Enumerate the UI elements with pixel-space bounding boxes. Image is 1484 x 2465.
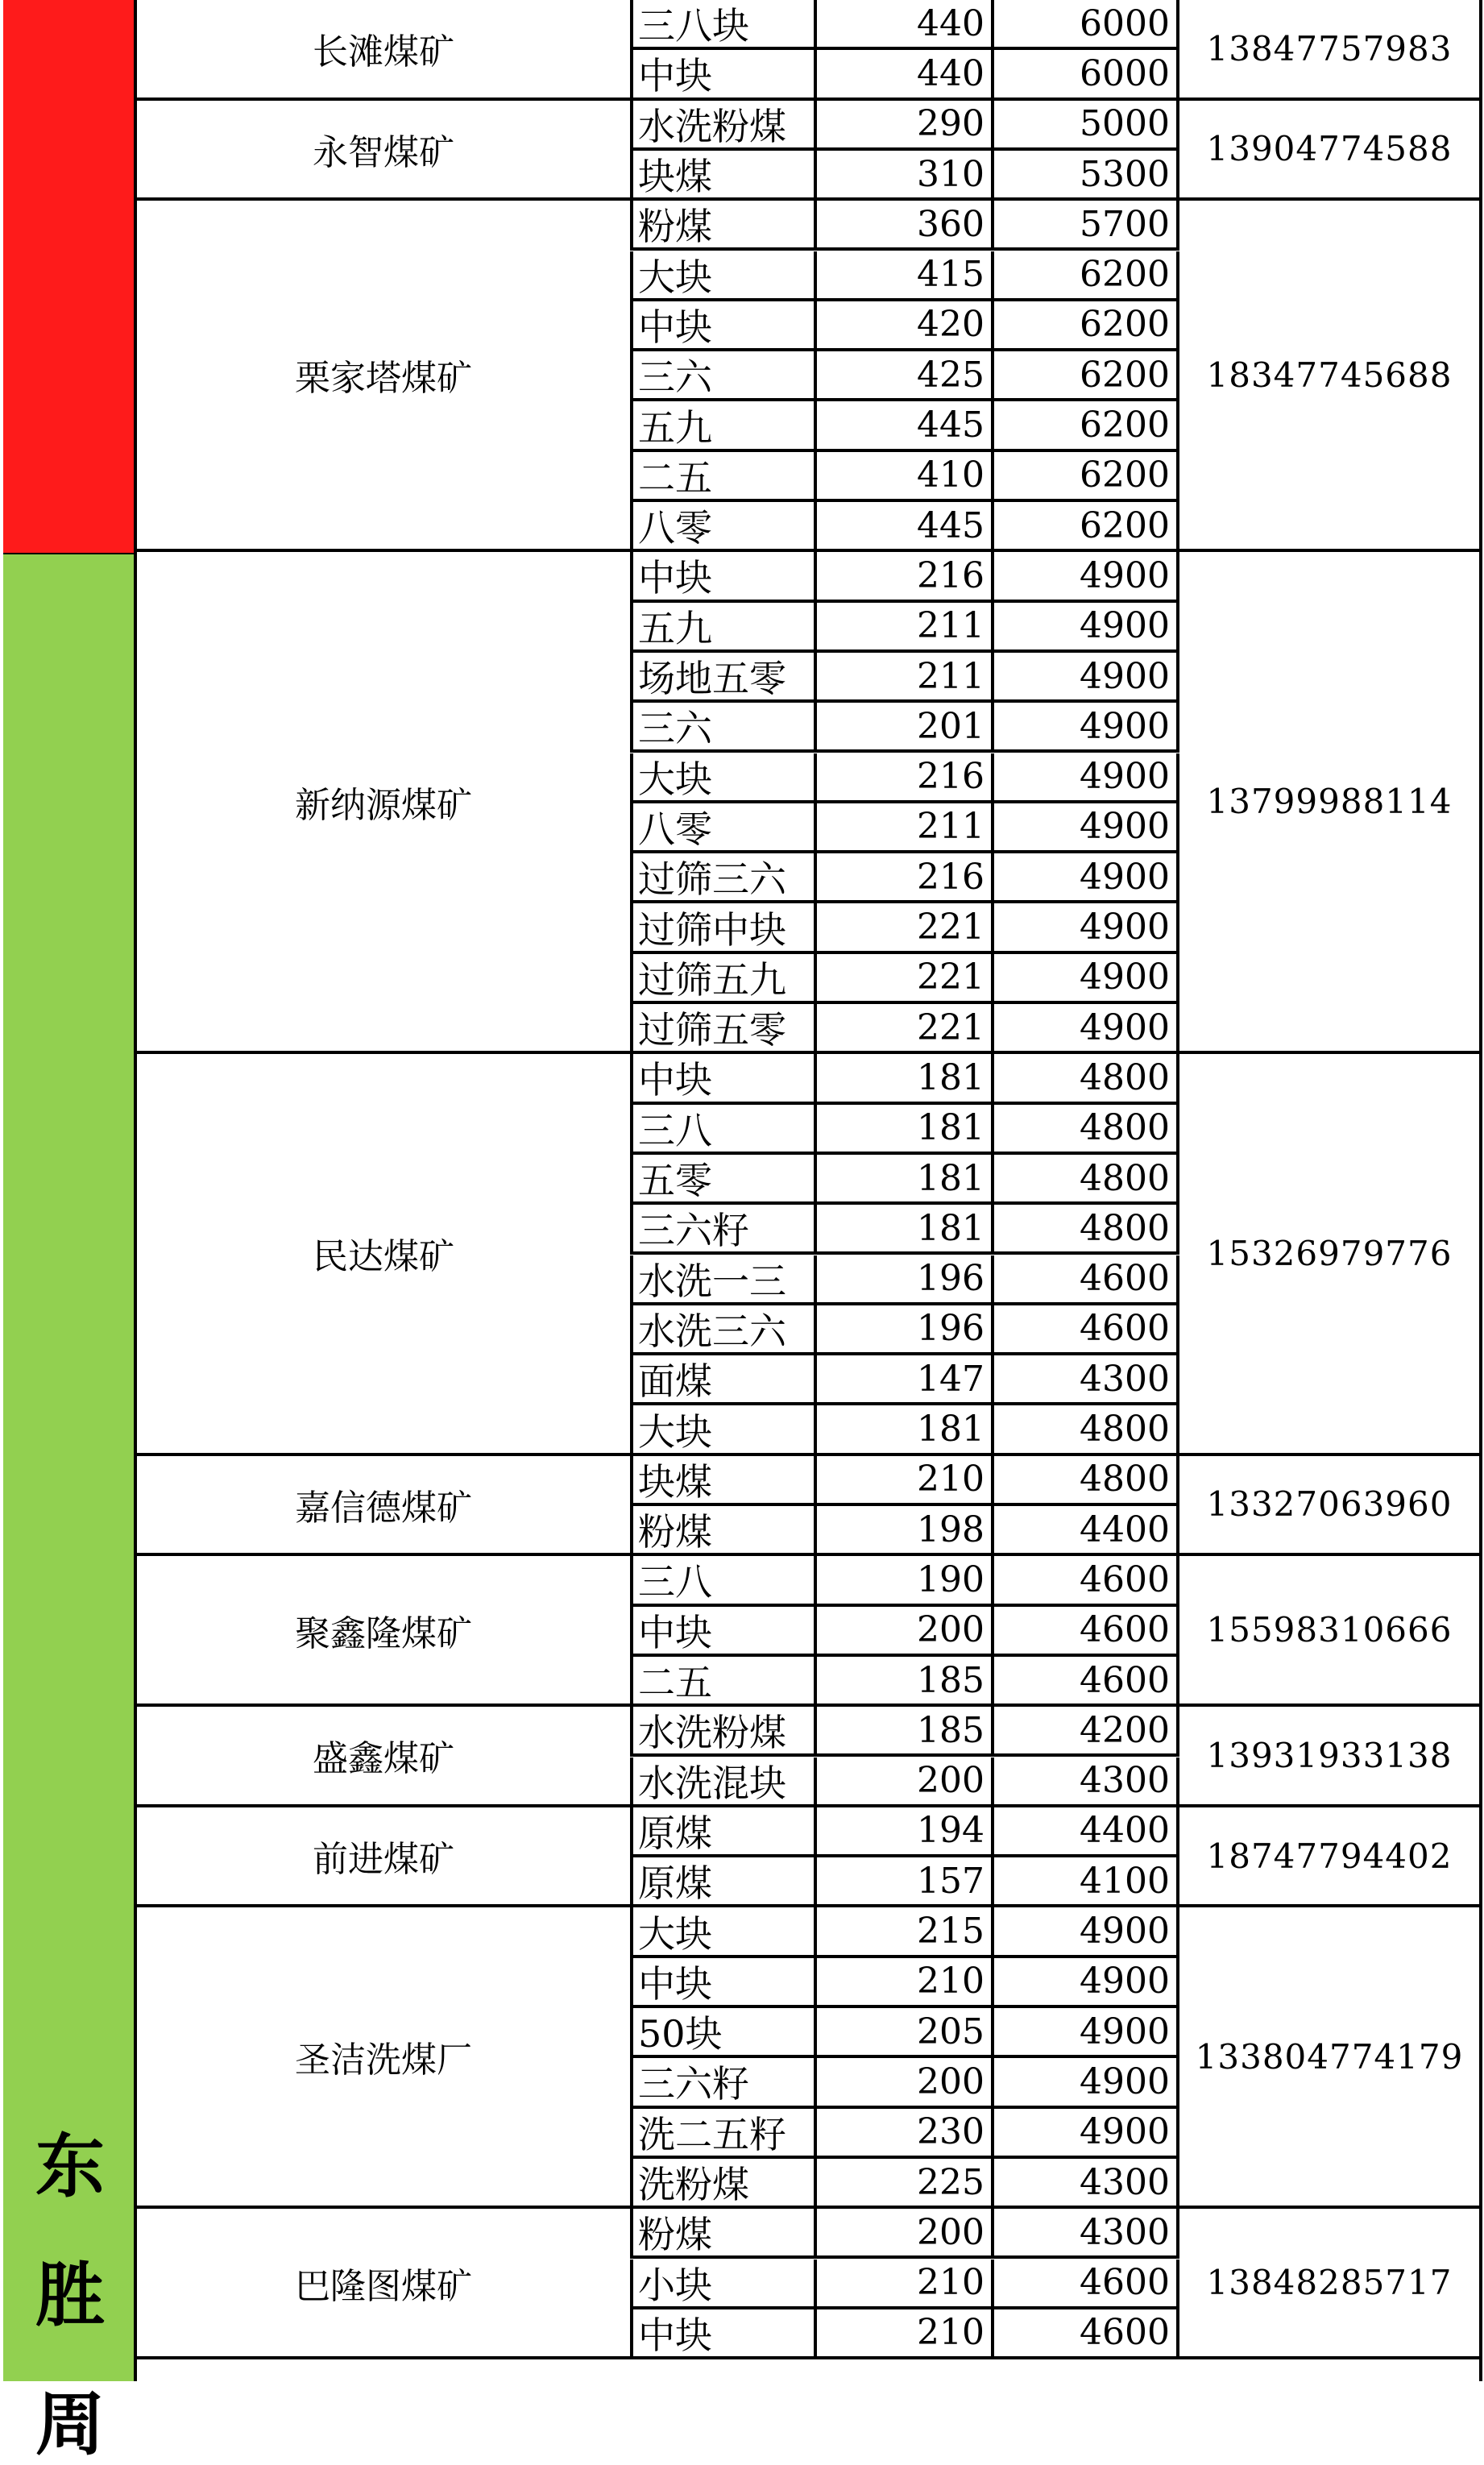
coal-type: 过筛三六 — [630, 853, 817, 903]
coal-price: 201 — [814, 703, 994, 753]
coal-price: 440 — [814, 50, 994, 100]
coal-calorie: 4900 — [991, 2109, 1179, 2159]
coal-price: 230 — [814, 2109, 994, 2159]
coal-price: 211 — [814, 653, 994, 703]
coal-calorie: 6000 — [991, 50, 1179, 100]
coal-price: 198 — [814, 1506, 994, 1556]
coal-calorie: 5000 — [991, 101, 1179, 151]
coal-type: 大块 — [630, 1405, 817, 1455]
coal-calorie: 4900 — [991, 703, 1179, 753]
coal-price: 200 — [814, 1757, 994, 1807]
coal-type: 五九 — [630, 401, 817, 451]
coal-price: 410 — [814, 452, 994, 502]
coal-type: 过筛中块 — [630, 903, 817, 953]
coal-type: 三八块 — [630, 0, 817, 50]
mine-phone: 13327063960 — [1179, 1456, 1479, 1557]
coal-price: 445 — [814, 502, 994, 552]
coal-calorie: 4900 — [991, 603, 1179, 653]
mine-name: 嘉信德煤矿 — [137, 1456, 630, 1557]
coal-price: 425 — [814, 351, 994, 401]
coal-calorie: 4300 — [991, 1355, 1179, 1405]
coal-price: 205 — [814, 2008, 994, 2058]
coal-type: 中块 — [630, 2309, 817, 2359]
coal-price: 194 — [814, 1807, 994, 1857]
mine-phone: 18347745688 — [1179, 201, 1479, 552]
coal-price: 200 — [814, 2058, 994, 2108]
mine-name: 圣洁洗煤厂 — [137, 1907, 630, 2209]
coal-price: 225 — [814, 2159, 994, 2209]
coal-price: 221 — [814, 903, 994, 953]
coal-calorie: 6200 — [991, 452, 1179, 502]
coal-price: 181 — [814, 1054, 994, 1104]
coal-type: 八零 — [630, 502, 817, 552]
coal-type: 场地五零 — [630, 653, 817, 703]
region-label-char: 周 — [35, 2384, 105, 2465]
coal-price: 216 — [814, 853, 994, 903]
coal-price: 310 — [814, 151, 994, 201]
coal-type: 洗粉煤 — [630, 2159, 817, 2209]
coal-calorie: 4300 — [991, 2159, 1179, 2209]
coal-price: 210 — [814, 2260, 994, 2309]
coal-type: 小块 — [630, 2260, 817, 2309]
mine-phone: 13904774588 — [1179, 101, 1479, 201]
coal-type: 过筛五零 — [630, 1004, 817, 1054]
coal-calorie: 6000 — [991, 0, 1179, 50]
mine-phone: 13931933138 — [1179, 1707, 1479, 1807]
coal-price: 200 — [814, 2209, 994, 2259]
coal-type: 大块 — [630, 753, 817, 803]
coal-type: 原煤 — [630, 1857, 817, 1907]
mine-name: 盛鑫煤矿 — [137, 1707, 630, 1807]
coal-type: 三八 — [630, 1105, 817, 1155]
coal-calorie: 4100 — [991, 1857, 1179, 1907]
coal-calorie: 5300 — [991, 151, 1179, 201]
mine-name: 民达煤矿 — [137, 1054, 630, 1455]
coal-type: 粉煤 — [630, 1506, 817, 1556]
mine-name: 聚鑫隆煤矿 — [137, 1556, 630, 1707]
coal-calorie: 4900 — [991, 753, 1179, 803]
coal-price: 157 — [814, 1857, 994, 1907]
coal-calorie: 4800 — [991, 1205, 1179, 1255]
coal-calorie: 4600 — [991, 2309, 1179, 2359]
coal-calorie: 6200 — [991, 301, 1179, 351]
coal-calorie: 6200 — [991, 502, 1179, 552]
coal-price: 181 — [814, 1105, 994, 1155]
coal-calorie: 4600 — [991, 1607, 1179, 1657]
mine-name: 长滩煤矿 — [137, 0, 630, 101]
coal-price: 210 — [814, 1456, 994, 1506]
coal-type: 大块 — [630, 251, 817, 301]
coal-type: 三六 — [630, 703, 817, 753]
coal-price: 181 — [814, 1205, 994, 1255]
coal-calorie: 4800 — [991, 1456, 1179, 1506]
coal-type: 过筛五九 — [630, 954, 817, 1004]
coal-calorie: 4600 — [991, 1305, 1179, 1355]
coal-price: 221 — [814, 954, 994, 1004]
mine-phone: 13847757983 — [1179, 0, 1479, 101]
coal-type: 粉煤 — [630, 201, 817, 251]
coal-calorie: 4900 — [991, 552, 1179, 602]
region-label-char: 东 — [35, 2127, 105, 2207]
coal-type: 二五 — [630, 452, 817, 502]
coal-type: 水洗一三 — [630, 1255, 817, 1305]
coal-calorie: 6200 — [991, 351, 1179, 401]
coal-price: 147 — [814, 1355, 994, 1405]
coal-calorie: 4900 — [991, 1958, 1179, 2008]
coal-calorie: 6200 — [991, 401, 1179, 451]
coal-calorie: 4800 — [991, 1155, 1179, 1205]
mine-phone: 13799988114 — [1179, 552, 1479, 1054]
coal-type: 中块 — [630, 50, 817, 100]
coal-price: 196 — [814, 1255, 994, 1305]
coal-calorie: 4800 — [991, 1105, 1179, 1155]
coal-type: 块煤 — [630, 1456, 817, 1506]
coal-type: 八零 — [630, 803, 817, 853]
coal-calorie: 4800 — [991, 1405, 1179, 1455]
coal-type: 三六籽 — [630, 1205, 817, 1255]
mine-name: 前进煤矿 — [137, 1807, 630, 1908]
coal-type: 水洗混块 — [630, 1757, 817, 1807]
coal-type: 50块 — [630, 2008, 817, 2058]
coal-type: 二五 — [630, 1657, 817, 1707]
coal-type: 三六 — [630, 351, 817, 401]
coal-type: 中块 — [630, 1958, 817, 2008]
region-band-red — [3, 0, 137, 556]
coal-price: 415 — [814, 251, 994, 301]
coal-price: 185 — [814, 1657, 994, 1707]
coal-type: 中块 — [630, 1054, 817, 1104]
coal-type: 三六籽 — [630, 2058, 817, 2108]
coal-type: 中块 — [630, 1607, 817, 1657]
coal-price: 440 — [814, 0, 994, 50]
coal-price: 211 — [814, 603, 994, 653]
coal-price: 210 — [814, 1958, 994, 2008]
coal-price: 200 — [814, 1607, 994, 1657]
coal-price: 210 — [814, 2309, 994, 2359]
coal-price: 360 — [814, 201, 994, 251]
coal-calorie: 4600 — [991, 1657, 1179, 1707]
coal-type: 块煤 — [630, 151, 817, 201]
coal-calorie: 4900 — [991, 1907, 1179, 1957]
mine-phone: 15326979776 — [1179, 1054, 1479, 1455]
table-right-border — [1479, 0, 1482, 2381]
coal-calorie: 4900 — [991, 803, 1179, 853]
coal-calorie: 4400 — [991, 1807, 1179, 1857]
mine-name: 新纳源煤矿 — [137, 552, 630, 1054]
coal-type: 中块 — [630, 552, 817, 602]
coal-calorie: 4900 — [991, 954, 1179, 1004]
coal-price: 185 — [814, 1707, 994, 1757]
coal-type: 大块 — [630, 1907, 817, 1957]
mine-phone: 18747794402 — [1179, 1807, 1479, 1908]
coal-calorie: 4200 — [991, 1707, 1179, 1757]
coal-price: 181 — [814, 1405, 994, 1455]
coal-calorie: 4900 — [991, 653, 1179, 703]
coal-price: 196 — [814, 1305, 994, 1355]
mine-name: 永智煤矿 — [137, 101, 630, 201]
coal-calorie: 4900 — [991, 1004, 1179, 1054]
coal-price: 216 — [814, 552, 994, 602]
coal-calorie: 4300 — [991, 2209, 1179, 2259]
coal-calorie: 5700 — [991, 201, 1179, 251]
coal-calorie: 4400 — [991, 1506, 1179, 1556]
mine-name: 栗家塔煤矿 — [137, 201, 630, 552]
region-band-dongsheng — [3, 554, 137, 2465]
coal-type: 水洗粉煤 — [630, 101, 817, 151]
coal-price: 190 — [814, 1556, 994, 1606]
coal-calorie: 4300 — [991, 1757, 1179, 1807]
coal-calorie: 4900 — [991, 2008, 1179, 2058]
coal-type: 原煤 — [630, 1807, 817, 1857]
coal-type: 面煤 — [630, 1355, 817, 1405]
coal-calorie: 4900 — [991, 2058, 1179, 2108]
coal-type: 五零 — [630, 1155, 817, 1205]
coal-type: 五九 — [630, 603, 817, 653]
coal-price: 290 — [814, 101, 994, 151]
coal-price: 181 — [814, 1155, 994, 1205]
coal-calorie: 4600 — [991, 2260, 1179, 2309]
coal-type: 水洗三六 — [630, 1305, 817, 1355]
coal-price: 216 — [814, 753, 994, 803]
coal-calorie: 4800 — [991, 1054, 1179, 1104]
coal-price: 445 — [814, 401, 994, 451]
coal-calorie: 4600 — [991, 1556, 1179, 1606]
coal-type: 洗二五籽 — [630, 2109, 817, 2159]
mine-phone: 13848285717 — [1179, 2209, 1479, 2359]
coal-calorie: 4900 — [991, 903, 1179, 953]
mine-phone: 15598310666 — [1179, 1556, 1479, 1707]
mine-name: 巴隆图煤矿 — [137, 2209, 630, 2359]
mine-phone: 133804774179 — [1179, 1907, 1479, 2209]
coal-calorie: 6200 — [991, 251, 1179, 301]
region-label-char: 胜 — [35, 2255, 105, 2336]
coal-calorie: 4600 — [991, 1255, 1179, 1305]
coal-calorie: 4900 — [991, 853, 1179, 903]
coal-price: 215 — [814, 1907, 994, 1957]
coal-type: 水洗粉煤 — [630, 1707, 817, 1757]
coal-type: 中块 — [630, 301, 817, 351]
coal-price: 221 — [814, 1004, 994, 1054]
coal-type: 三八 — [630, 1556, 817, 1606]
coal-type: 粉煤 — [630, 2209, 817, 2259]
coal-price: 420 — [814, 301, 994, 351]
coal-price: 211 — [814, 803, 994, 853]
